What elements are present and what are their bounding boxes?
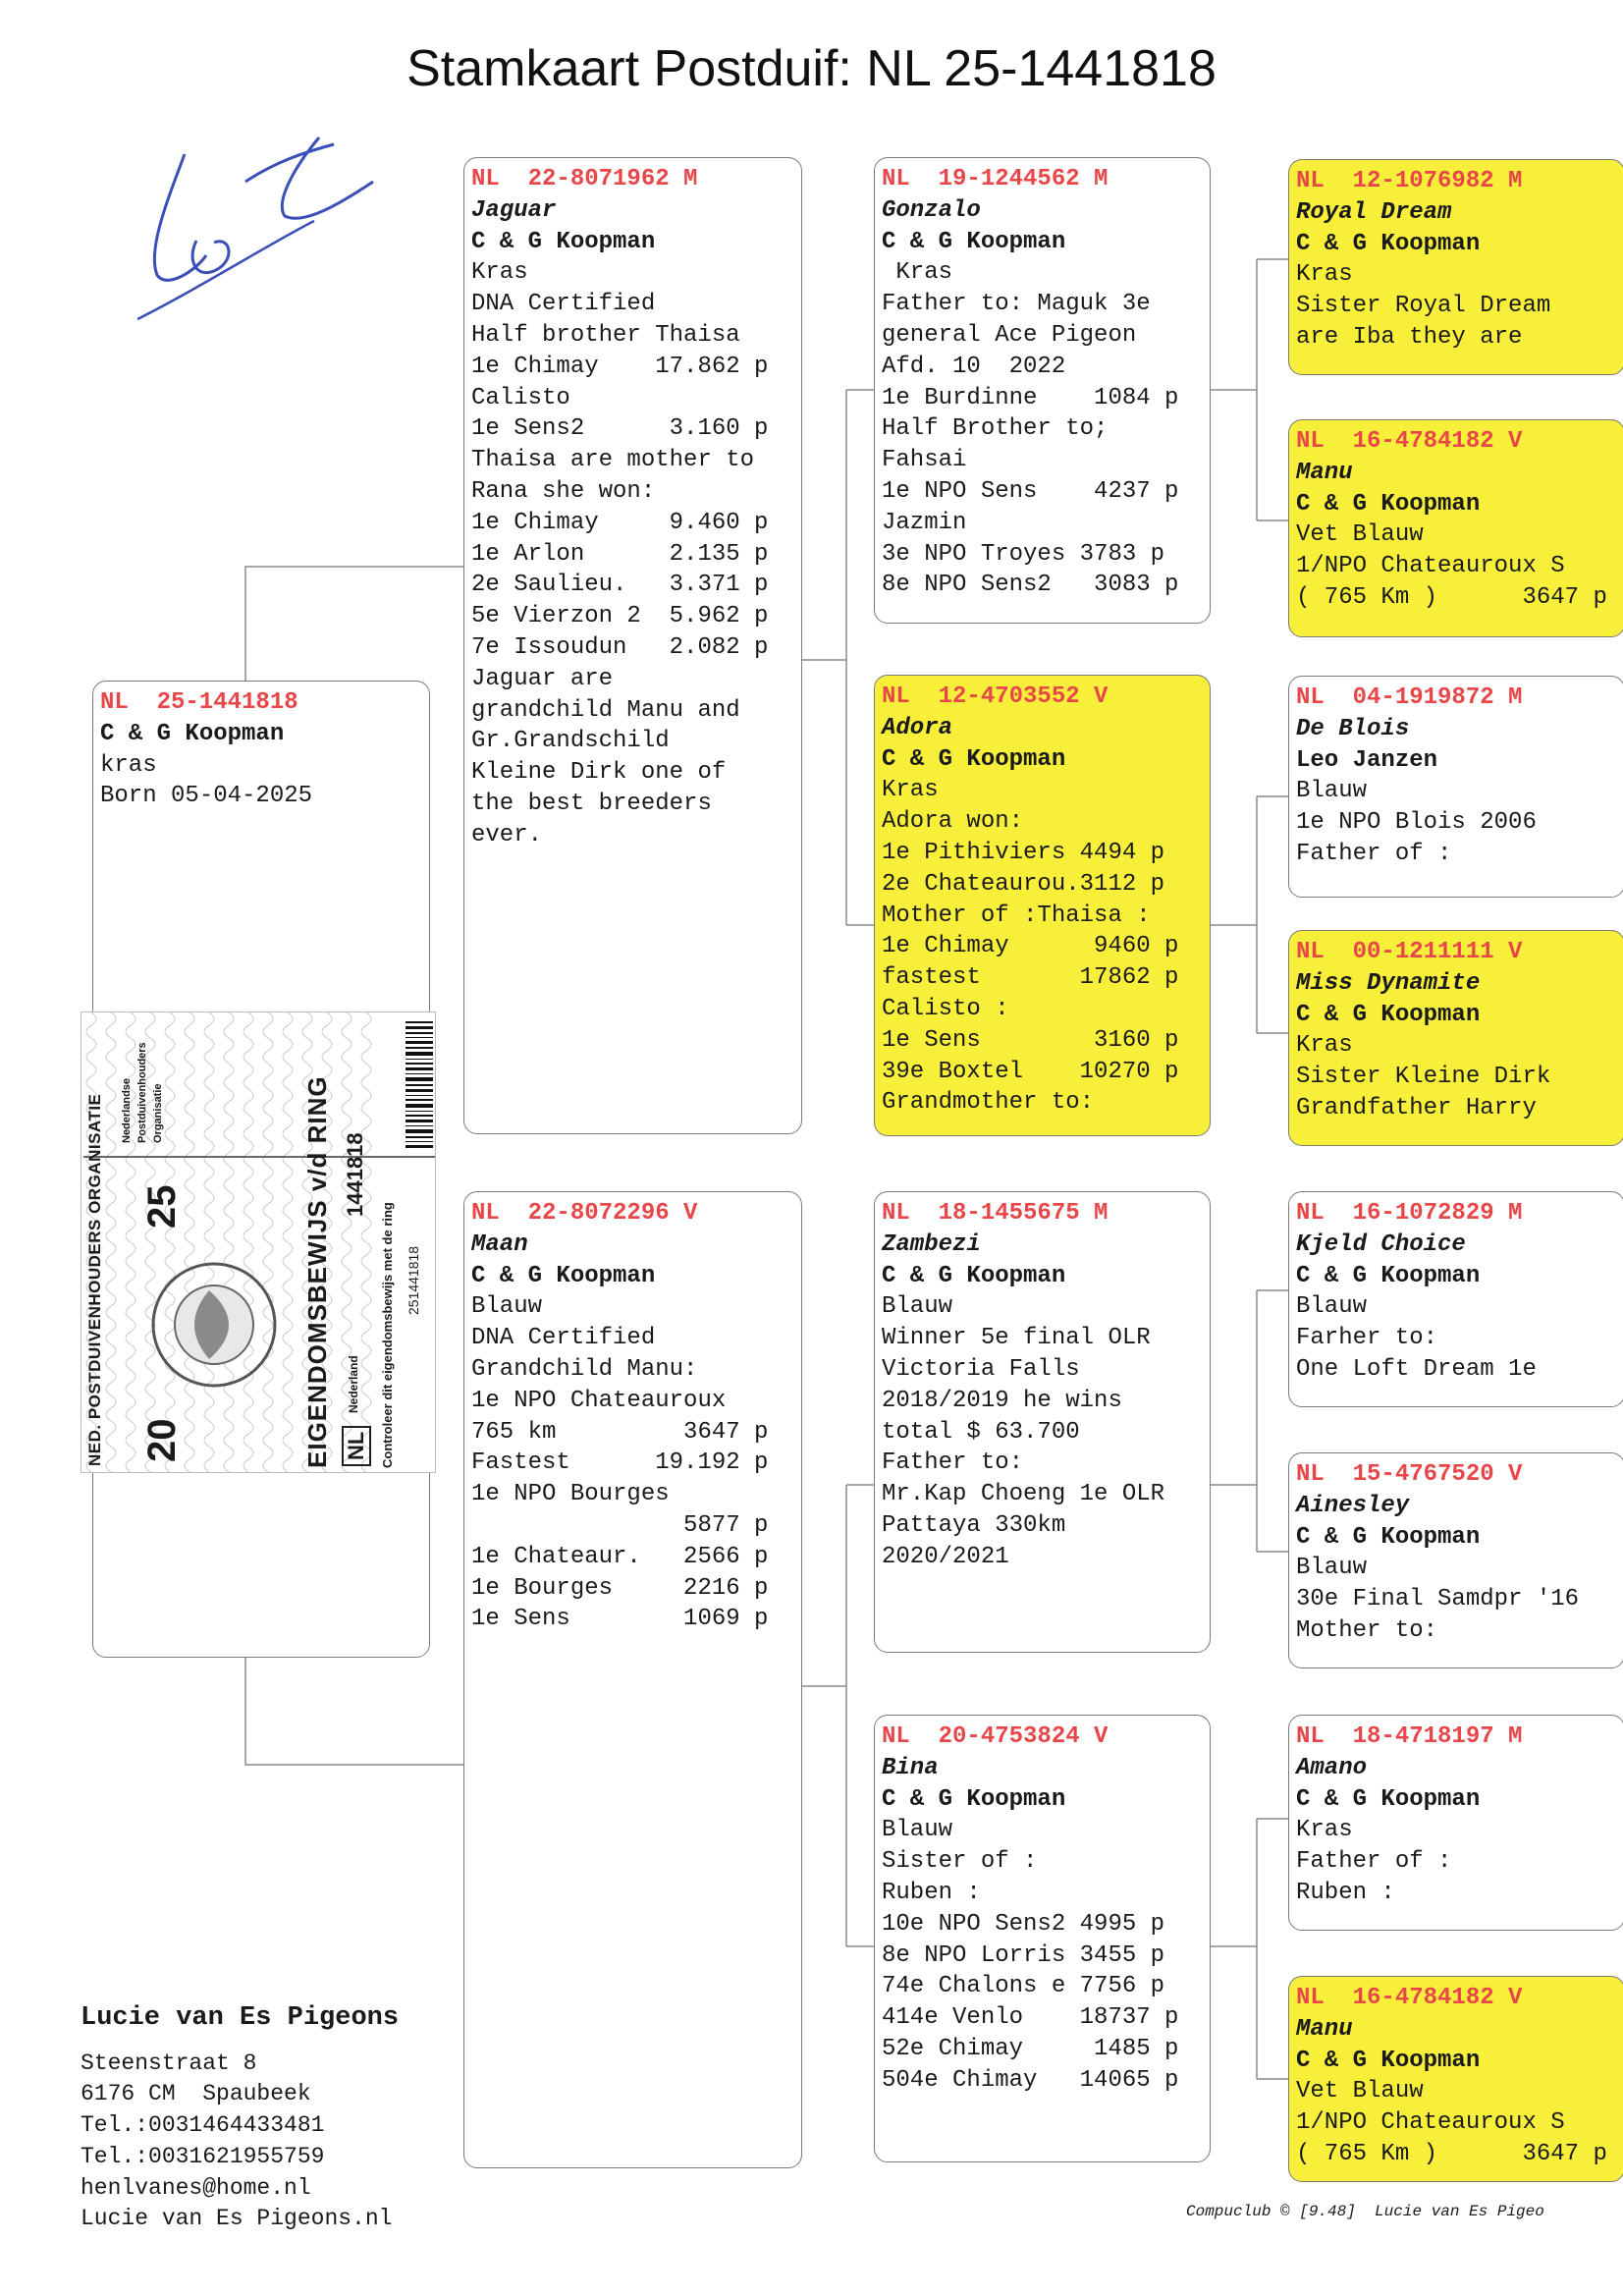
card-line: the best breeders — [471, 790, 712, 817]
certificate-brand-line: Organisatie — [152, 1083, 164, 1143]
breeder-contact — [81, 2003, 399, 2235]
pigeon-name: Maan — [471, 1230, 528, 1258]
card-line: 1e Arlon 2.135 p — [471, 540, 769, 568]
card-line: Gr.Grandschild — [471, 728, 670, 755]
grandfather-maternal-card — [874, 1191, 1211, 1653]
great-grandparent-card-1 — [1288, 159, 1623, 375]
pigeon-name: Manu — [1296, 459, 1353, 486]
pigeon-name: Royal Dream — [1296, 198, 1452, 226]
card-line: Mother of :Thaisa : — [882, 902, 1151, 929]
certificate-brand-line: Postduivenhouders — [136, 1042, 148, 1143]
certificate-year-left: 20 — [140, 1418, 184, 1462]
ring-number: NL 12-4703552 V — [882, 683, 1109, 710]
card-line: 1e NPO Bourges — [471, 1481, 670, 1508]
card-line: Father of : — [1296, 840, 1452, 867]
card-line: 1e NPO Blois 2006 — [1296, 809, 1537, 837]
contact-line: Lucie van Es Pigeons.nl — [81, 2206, 393, 2232]
certificate-title: EIGENDOMSBEWIJS v/d RING — [302, 1075, 332, 1468]
card-line: 1e Burdinne 1084 p — [882, 384, 1179, 411]
card-line: 8e NPO Lorris 3455 p — [882, 1941, 1165, 1969]
card-line: Vet Blauw — [1296, 521, 1424, 549]
card-line: Grandmother to: — [882, 1089, 1095, 1117]
ring-number: NL 00-1211111 V — [1296, 939, 1523, 965]
pigeon-name: Gonzalo — [882, 196, 981, 224]
card-line: Mr.Kap Choeng 1e OLR — [882, 1481, 1165, 1508]
card-line: Father to: — [882, 1449, 1024, 1477]
card-line: 52e Chimay 1485 p — [882, 2035, 1179, 2062]
contact-line: henlvanes@home.nl — [81, 2174, 311, 2201]
owner: C & G Koopman — [471, 228, 656, 255]
ring-number: NL 18-1455675 M — [882, 1200, 1109, 1227]
card-line: 1e NPO Chateauroux — [471, 1387, 727, 1414]
card-line: 39e Boxtel 10270 p — [882, 1058, 1179, 1085]
card-line: ever. — [471, 821, 543, 848]
pigeon-name: Zambezi — [882, 1230, 981, 1258]
owner: C & G Koopman — [882, 745, 1066, 773]
certificate-footer: Controleer dit eigendomsbewijs met de ring — [380, 1202, 395, 1468]
certificate-small-label: Nederland — [347, 1355, 360, 1413]
card-line: 1e Chimay 17.862 p — [471, 353, 769, 380]
card-line: 10e NPO Sens2 4995 p — [882, 1910, 1165, 1938]
card-line: are Iba they are — [1296, 323, 1523, 351]
certificate-brand-line: Nederlandse — [121, 1077, 133, 1143]
certificate-barcode-number: 251441818 — [406, 1245, 421, 1315]
card-line: Kras — [1296, 261, 1353, 289]
card-line: 5877 p — [471, 1511, 769, 1539]
card-line: Rana she won: — [471, 477, 656, 505]
great-grandparent-card-7 — [1288, 1715, 1623, 1931]
card-line: Grandchild Manu: — [471, 1355, 698, 1383]
owner: C & G Koopman — [1296, 230, 1481, 257]
card-line: 2e Saulieu. 3.371 p — [471, 572, 769, 599]
great-grandparent-card-3 — [1288, 676, 1623, 898]
ring-number: NL 16-4784182 V — [1296, 1985, 1523, 2011]
owner: C & G Koopman — [882, 228, 1066, 255]
card-line: Mother to: — [1296, 1616, 1438, 1644]
pigeon-name: Kjeld Choice — [1296, 1230, 1466, 1258]
pigeon-name: Jaguar — [471, 196, 557, 224]
ring-number: NL 12-1076982 M — [1296, 168, 1523, 194]
owner: C & G Koopman — [1296, 1262, 1481, 1289]
ring-number: NL 22-8071962 M — [471, 166, 698, 192]
card-line: 3e NPO Troyes 3783 p — [882, 540, 1165, 568]
ring-number: NL 25-1441818 — [100, 689, 298, 716]
card-line: Blauw — [1296, 778, 1368, 805]
card-line: 5e Vierzon 2 5.962 p — [471, 603, 769, 630]
card-line: 74e Chalons e 7756 p — [882, 1973, 1165, 2000]
pigeon-name: Adora — [882, 714, 953, 741]
card-line: Kras — [882, 777, 939, 804]
card-line: 1e NPO Sens 4237 p — [882, 477, 1179, 505]
owner: C & G Koopman — [471, 1262, 656, 1289]
ring-certificate-content — [81, 1012, 435, 1472]
card-line: Winner 5e final OLR — [882, 1325, 1151, 1352]
card-line: 1/NPO Chateauroux S — [1296, 2109, 1565, 2137]
card-line: Jazmin — [882, 509, 967, 536]
ring-number: NL 16-4784182 V — [1296, 428, 1523, 455]
certificate-year-right: 25 — [140, 1184, 184, 1229]
card-line: Ruben : — [1296, 1879, 1395, 1906]
card-line: Kras — [1296, 1032, 1353, 1060]
card-line: kras — [100, 751, 157, 779]
pigeon-name: Miss Dynamite — [1296, 969, 1481, 997]
card-line: Fastest 19.192 p — [471, 1449, 769, 1477]
card-line: 2018/2019 he wins — [882, 1387, 1122, 1414]
ring-number: NL 16-1072829 M — [1296, 1200, 1523, 1227]
card-line: Kras — [1296, 1817, 1353, 1844]
owner: C & G Koopman — [882, 1785, 1066, 1813]
card-line: 414e Venlo 18737 p — [882, 2004, 1179, 2032]
card-line: Kras — [471, 259, 528, 287]
owner: C & G Koopman — [1296, 1523, 1481, 1551]
owner: C & G Koopman — [1296, 1001, 1481, 1028]
owner: C & G Koopman — [1296, 490, 1481, 518]
great-grandparent-card-6 — [1288, 1452, 1623, 1668]
card-line: 1e Chateaur. 2566 p — [471, 1543, 769, 1570]
breeder-name: Lucie van Es Pigeons — [81, 2003, 400, 2033]
card-line: Calisto — [471, 384, 570, 411]
ring-number: NL 18-4718197 M — [1296, 1723, 1523, 1750]
grandmother-maternal-card — [874, 1715, 1211, 2162]
owner: Leo Janzen — [1296, 746, 1438, 774]
great-grandparent-card-8 — [1288, 1976, 1623, 2182]
pigeon-name: Manu — [1296, 2015, 1353, 2043]
card-line: 7e Issoudun 2.082 p — [471, 633, 769, 661]
certificate-ring-number: 1441818 — [343, 1132, 367, 1217]
card-line: fastest 17862 p — [882, 964, 1179, 992]
father-card — [463, 157, 802, 1134]
card-line: DNA Certified — [471, 1325, 656, 1352]
card-line: Farher to: — [1296, 1325, 1438, 1352]
card-line: ( 765 Km ) 3647 p — [1296, 2140, 1607, 2167]
owner: C & G Koopman — [100, 720, 285, 747]
owner: C & G Koopman — [1296, 2047, 1481, 2074]
card-line: Thaisa are mother to — [471, 447, 755, 474]
card-line: One Loft Dream 1e — [1296, 1355, 1537, 1383]
software-credit: Compuclub © [9.48] Lucie van Es Pigeo — [1186, 2203, 1544, 2220]
card-line: 8e NPO Sens2 3083 p — [882, 572, 1179, 599]
card-line: 1e Sens2 3.160 p — [471, 415, 769, 443]
ring-number: NL 19-1244562 M — [882, 166, 1109, 192]
mother-card — [463, 1191, 802, 2168]
card-line: Ruben : — [882, 1879, 981, 1906]
card-line: Sister Kleine Dirk — [1296, 1064, 1551, 1091]
card-line: Father of : — [1296, 1848, 1452, 1876]
owner: C & G Koopman — [1296, 1785, 1481, 1813]
card-line: DNA Certified — [471, 291, 656, 318]
card-line: 2e Chateaurou.3112 p — [882, 870, 1165, 898]
card-line: Sister of : — [882, 1848, 1038, 1876]
card-line: Half brother Thaisa — [471, 321, 740, 349]
card-line: total $ 63.700 — [882, 1418, 1080, 1446]
card-line: 1e Pithiviers 4494 p — [882, 839, 1165, 866]
ring-number: NL 20-4753824 V — [882, 1723, 1109, 1750]
contact-line: 6176 CM Spaubeek — [81, 2081, 311, 2107]
ring-ownership-certificate — [81, 1011, 436, 1473]
card-line: 1e Chimay 9.460 p — [471, 509, 769, 536]
card-line: Blauw — [1296, 1293, 1368, 1321]
ring-number: NL 15-4767520 V — [1296, 1461, 1523, 1488]
card-line: 1e Sens 1069 p — [471, 1606, 769, 1633]
great-grandparent-card-5 — [1288, 1191, 1623, 1407]
pigeon-name: Amano — [1296, 1754, 1368, 1781]
card-line: Fahsai — [882, 447, 967, 474]
ring-number: NL 22-8072296 V — [471, 1200, 698, 1227]
card-line: Blauw — [882, 1293, 953, 1321]
grandmother-paternal-card — [874, 675, 1211, 1136]
great-grandparent-card-4 — [1288, 930, 1623, 1146]
grandfather-paternal-card — [874, 157, 1211, 624]
ring-number: NL 04-1919872 M — [1296, 684, 1523, 711]
pigeon-name: Ainesley — [1296, 1492, 1410, 1519]
card-line: 1e Sens 3160 p — [882, 1026, 1179, 1054]
card-line: 1/NPO Chateauroux S — [1296, 553, 1565, 580]
card-line: grandchild Manu and — [471, 696, 740, 724]
contact-line: Tel.:0031464433481 — [81, 2112, 325, 2139]
pigeon-name: Bina — [882, 1754, 939, 1781]
card-line: 1e Bourges 2216 p — [471, 1574, 769, 1602]
card-line: Pattaya 330km — [882, 1511, 1066, 1539]
card-line: general Ace Pigeon — [882, 321, 1137, 349]
card-line: Half Brother to; — [882, 415, 1109, 443]
card-line: Kras — [882, 259, 953, 287]
card-line: Born 05-04-2025 — [100, 783, 313, 810]
card-line: Vet Blauw — [1296, 2078, 1424, 2105]
certificate-org: NED. POSTDUIVENHOUDERS ORGANISATIE — [85, 1093, 104, 1466]
card-line: Adora won: — [882, 808, 1024, 836]
pigeon-name: De Blois — [1296, 715, 1410, 742]
card-line: Kleine Dirk one of — [471, 759, 727, 787]
card-line: Victoria Falls — [882, 1355, 1080, 1383]
card-line: Calisto : — [882, 995, 1009, 1022]
card-line: Sister Royal Dream — [1296, 293, 1551, 320]
certificate-country: NL — [342, 1426, 371, 1466]
card-line: Grandfather Harry — [1296, 1094, 1537, 1121]
card-line: Jaguar are — [471, 665, 614, 692]
contact-line: Steenstraat 8 — [81, 2050, 257, 2076]
page-title: Stamkaart Postduif: NL 25-1441818 — [406, 40, 1217, 97]
great-grandparent-card-2 — [1288, 419, 1623, 637]
card-line: ( 765 Km ) 3647 p — [1296, 583, 1607, 611]
card-line: 30e Final Samdpr '16 — [1296, 1586, 1580, 1613]
card-line: Blauw — [471, 1293, 543, 1321]
card-line: 765 km 3647 p — [471, 1418, 769, 1446]
card-line: 1e Chimay 9460 p — [882, 933, 1179, 960]
card-line: 504e Chimay 14065 p — [882, 2066, 1179, 2094]
card-line: Blauw — [1296, 1555, 1368, 1582]
owner: C & G Koopman — [882, 1262, 1066, 1289]
card-line: 2020/2021 — [882, 1543, 1009, 1570]
card-line: Afd. 10 2022 — [882, 353, 1066, 380]
card-line: Father to: Maguk 3e — [882, 291, 1151, 318]
card-line: Blauw — [882, 1817, 953, 1844]
contact-line: Tel.:0031621955759 — [81, 2143, 325, 2169]
